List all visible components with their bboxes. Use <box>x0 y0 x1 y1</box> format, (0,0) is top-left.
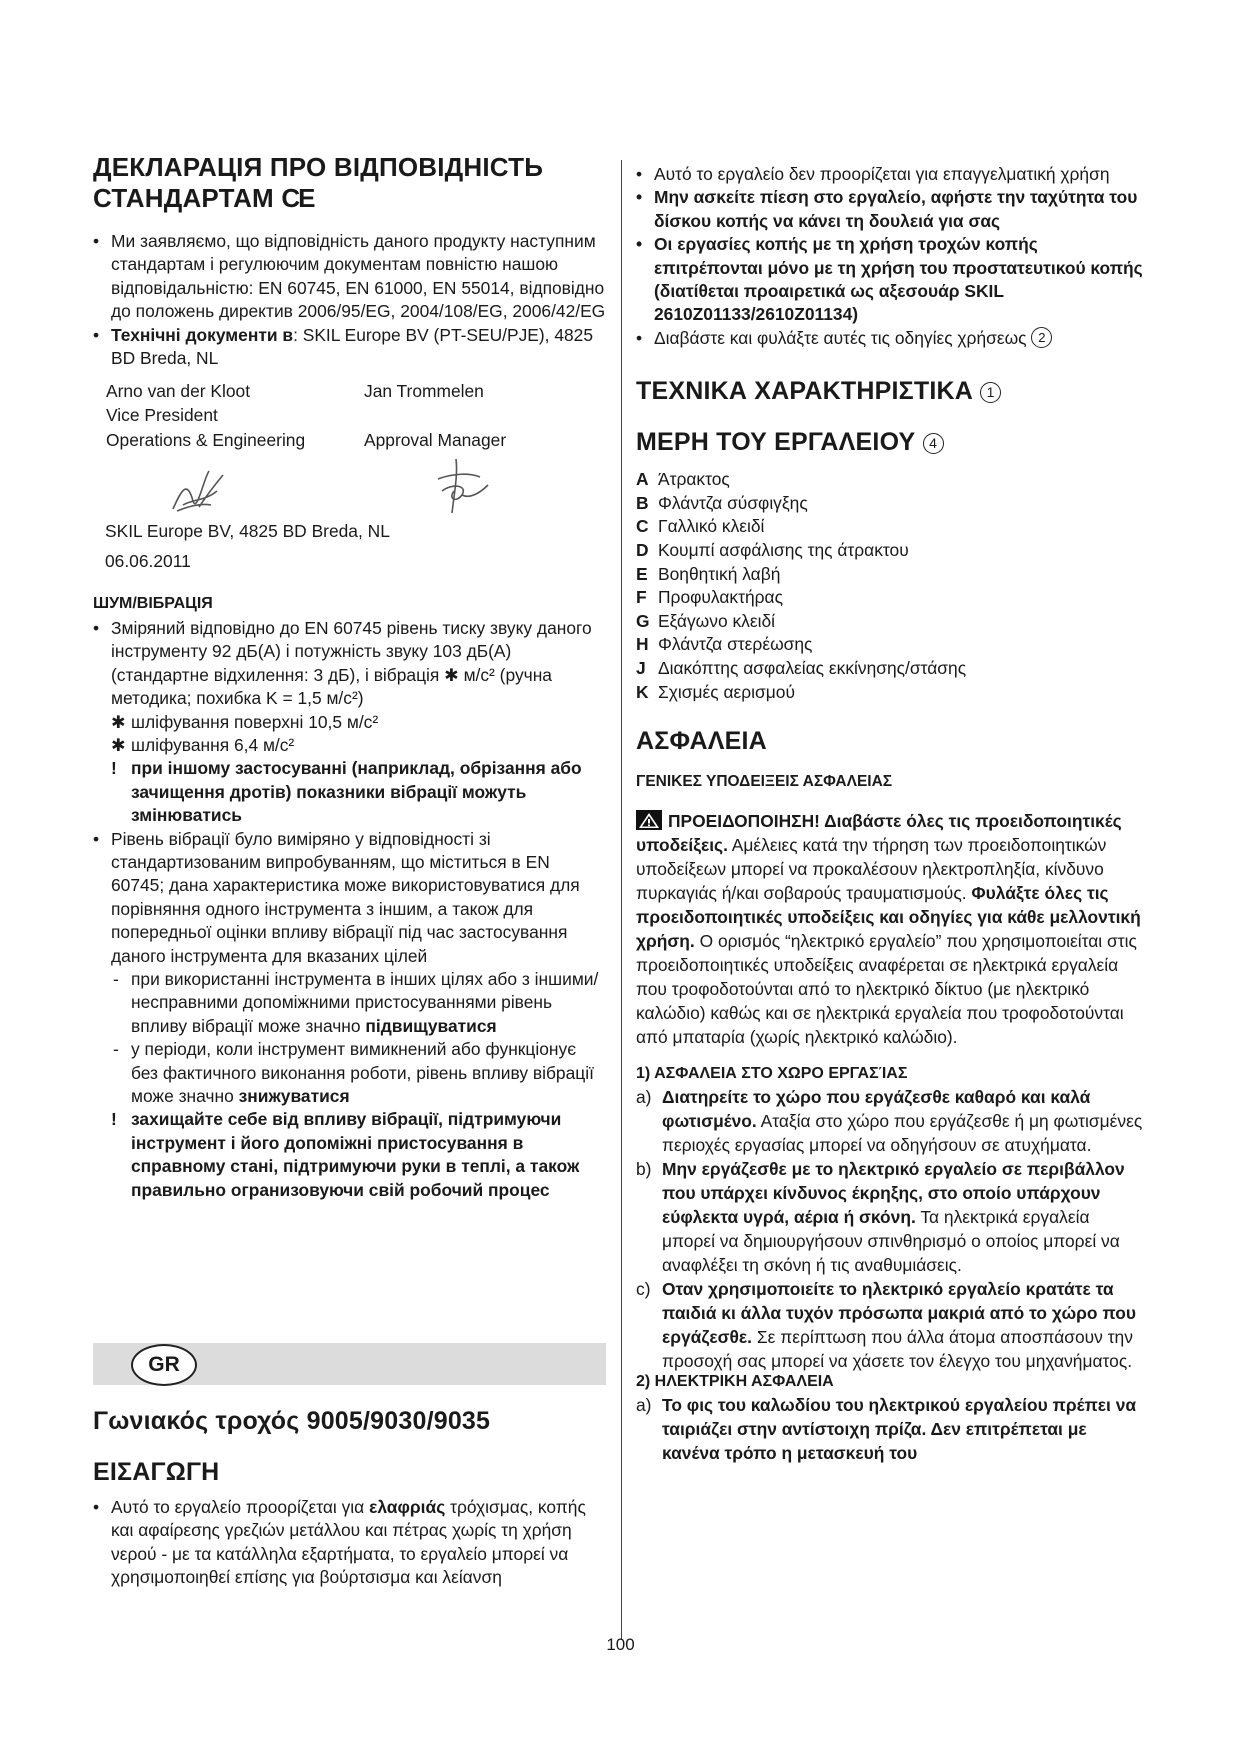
safety-item: a) Διατηρείτε το χώρο που εργάζεσθε καθαρό και καλά φωτισμένο. Αταξία στο χώρο που εργάζεσθε ή μη φωτισμένες περιοχές εργασίας μπορεί να οδηγήσουν σε ατυχήματα. <box>636 1087 1143 1156</box>
signatory-names <box>93 380 606 404</box>
signatory-right-title: Approval Manager <box>364 430 507 451</box>
warning-icon <box>636 810 662 830</box>
safety-item: b) Μην εργάζεσθε με το ηλεκτρικό εργαλείο σε περιβάλλον που υπάρχει κίνδυνος έκρηξης, στο οποίο υπάρχουν εύφλεκτα υγρά, αέρια ή σκόνη. Τα ηλεκτρικά εργαλεία μπορεί να δημιουργήσουν σπινθηρισμό ο οποίος μπορεί να αναφλέξει τη σκόνη ή τις αναθυμιάσεις. <box>636 1159 1125 1276</box>
figure-ref-icon: 2 <box>1031 327 1052 348</box>
signatory-left-title: Vice President <box>106 404 218 425</box>
language-badge: GR <box>131 1344 197 1386</box>
parts-list <box>636 468 1144 704</box>
left-column <box>93 152 606 1202</box>
vibration-value-grinding: ✱ шліфування 6,4 м/с² <box>111 734 295 755</box>
electrical-safety-heading: 2) ΗΛΕΚΤΡΙΚΗ ΑΣΦΑΛΕΙΑ <box>636 1373 834 1391</box>
safety-item: a) Το φις του καλωδίου του ηλεκτρικού εργαλείου πρέπει να ταιριάζει στην αντίστοιχη πρίζα. Δεν επιτρέπεται με κανένα τρόπο η μετασκευή του <box>636 1395 1137 1464</box>
figure-ref-icon: 4 <box>923 433 944 454</box>
parts-heading: ΜΕΡΗ ΤΟΥ ΕΡΓΑΛΕΙΟΥ 4 <box>636 427 1144 458</box>
vibration-note: ! при іншому застосуванні (наприклад, обрізання або зачищення дротів) показники вібрації можуть змінюватись <box>111 758 582 826</box>
list-item: F Προφυλακτήρας <box>636 587 783 608</box>
list-item: B Φλάντζα σύσφιγξης <box>636 492 808 513</box>
vibration-warning: ! захищайте себе від впливу вібрації, підтримуючи інструмент і його допоміжні пристосування в справному стані, підтримуючи руки в теплі, а також правильно огранизовуючи свій робочий процес <box>111 1109 580 1200</box>
noise-heading: ШУМ/ВІБРАЦІЯ <box>93 594 213 612</box>
work-area-heading: 1) ΑΣΦΑΛΕΙΑ ΣΤΟ ΧΩΡΟ ΕΡΓΑΣΊΑΣ <box>636 1065 908 1083</box>
signatory-left-name: Arno van der Kloot <box>106 381 251 402</box>
intro-bullet: • Αυτό το εργαλείο δεν προορίζεται για επαγγελματική χρήση <box>636 163 1144 186</box>
tech-heading: ΤΕΧΝΙΚΑ ΧΑΡΑΚΤΗΡΙΣΤΙΚΑ 1 <box>636 376 1144 407</box>
left-column-lower <box>93 1406 606 1590</box>
intro-heading: ΕΙΣΑΓΩΓΗ <box>93 1458 220 1486</box>
list-item: E Βοηθητική λαβή <box>636 563 781 584</box>
intro-bullet: • Αυτό το εργαλείο προορίζεται για ελαφριάς τρόχισμας, κοπής και αφαίρεσης γρεζιών μετάλλου και πέτρας χωρίς τη χρήση νερού - με τα κατάλληλα εξαρτήματα, το εργαλείο μπορεί να χρησιμοποιηθεί επίσης για βούρτσισμα και λείανση <box>93 1496 606 1590</box>
safety-heading: ΑΣΦΑΛΕΙΑ <box>636 727 767 756</box>
signatory-right-name: Jan Trommelen <box>364 381 484 402</box>
declaration-title: ДЕКЛАРАЦІЯ ПРО ВІДПОВІДНІСТЬ СТАНДАРТАМ CE <box>93 152 544 213</box>
safety-item: c) Οταν χρησιμοποιείτε το ηλεκτρικό εργαλείο κρατάτε τα παιδιά κι άλλα τυχόν πρόσωπα μακριά από το χώρο που εργάζεσθε. Σε περίπτωση που άλλα άτομα αποσπάσουν την προσοχή σας μπορεί να χάσετε τον έλεγχο του μηχανήματος. <box>636 1279 1136 1372</box>
list-item: K Σχισμές αερισμού <box>636 681 795 702</box>
intro-bullet: • Οι εργασίες κοπής με τη χρήση τροχών κοπής επιτρέπονται μόνο με τη χρήση του προστατευτικού κοπής (διατίθεται προαιρετικά ως αξεσουάρ SKIL 2610Z01133/2610Z01134) <box>636 233 1144 327</box>
language-band <box>93 1343 606 1385</box>
noise-bullet: • Зміряний відповідно до EN 60745 рівень тиску звуку даного інструменту 92 дБ(A) і потужність звуку 103 дБ(A) (стандартне відхилення: 3 дБ), і вібрація ✱ м/с² (ручна методика; похибка K = 1,5 м/с²) <box>93 617 606 711</box>
vibration-subpoint: - при використанні інструмента в інших цілях або з іншими/несправними допоміжними пристосуваннями рівень впливу вібрації може значно підвищуватися <box>113 969 599 1036</box>
signature-left-icon <box>163 461 233 519</box>
list-item: D Κουμπί ασφάλισης της άτρακτου <box>636 540 909 561</box>
general-safety-heading: ΓΕΝΙΚΕΣ ΥΠΟΔΕΙΞΕΙΣ ΑΣΦΑΛΕΙΑΣ <box>636 773 893 791</box>
figure-ref-icon: 1 <box>980 382 1001 403</box>
list-item: C Γαλλικό κλειδί <box>636 516 765 537</box>
vibration-value-surface: ✱ шліфування поверхні 10,5 м/с² <box>111 711 379 732</box>
signatory-left-dept: Operations & Engineering <box>106 430 306 451</box>
company-address: SKIL Europe BV, 4825 BD Breda, NL <box>105 520 390 541</box>
column-divider <box>621 160 622 1640</box>
intro-bullet: • Μην ασκείτε πίεση στο εργαλείο, αφήστε την ταχύτητα του δίσκου κοπής να κάνει τη δουλειά για σας <box>636 186 1144 233</box>
list-item: J Διακόπτης ασφαλείας εκκίνησης/στάσης <box>636 658 967 678</box>
signatory-title-row <box>93 404 606 428</box>
declaration-date: 06.06.2011 <box>105 550 191 571</box>
list-item: G Εξάγωνο κλειδί <box>636 610 775 631</box>
list-item: H Φλάντζα στερέωσης <box>636 634 813 655</box>
list-item: A Άτρακτος <box>636 469 730 490</box>
declaration-bullet: • Ми заявляємо, що відповідність даного продукту наступним стандартам і регулюючим документам повністю нашою відповідальністю: EN 60745, EN 61000, EN 55014, відповідно до положень директив 2006/95/EG, 2004/108/EG, 2006/42/EG <box>93 230 606 324</box>
vibration-bullet: • Рівень вібрації було виміряно у відповідності зі стандартизованим випробуванням, що міститься в EN 60745; дана характеристика може використовуватися для порівняння одного інструмента з іншим, а також для попередньої оцінки впливу вібрації під час застосування даного інструмента для вказаних цілей <box>93 828 606 968</box>
signatures <box>93 453 606 519</box>
technical-docs-bullet: • Технічні документи в: SKIL Europe BV (PT-SEU/PJE), 4825 BD Breda, NL <box>93 324 606 371</box>
signature-right-icon <box>418 455 498 515</box>
ce-mark-icon: CE <box>281 183 314 213</box>
right-column <box>636 163 1144 1465</box>
signatory-dept-row <box>93 429 606 453</box>
safety-warning: ΠΡΟΕΙΔΟΠΟΙΗΣΗ! Διαβάστε όλες τις προειδοποιητικές υποδείξεις. Αμέλειες κατά την τήρηση των προειδοποιητικών υποδείξεων μπορεί να προκαλέσουν ηλεκτροπληξία, κίνδυνο πυρκαγιάς ή/και σοβαρούς τραυματισμούς. Φυλάξτε όλες τις προειδοποιητικές υποδείξεις και οδηγίες για κάθε μελλοντική χρήση. Ο ορισμός “ηλεκτρικό εργαλείο” που χρησιμοποιείται στις προειδοποιητικές υποδείξεις αναφέρεται σε ηλεκτρικά εργαλεία που τροφοδοτούνται από το ηλεκτρικό δίκτυο (με ηλεκτρικό καλώδιο) καθώς και σε ηλεκτρικά εργαλεία που τροφοδοτούνται από μπαταρία (χωρίς ηλεκτρικό καλώδιο). <box>636 811 1141 1048</box>
product-title: Γωνιακός τροχός 9005/9030/9035 <box>93 1407 491 1435</box>
vibration-subpoint: - у періоди, коли інструмент вимикнений або функціонує без фактичного виконання роботи, рівень впливу вібрації може значно знижуватися <box>113 1039 594 1107</box>
intro-bullet: • Διαβάστε και φυλάξτε αυτές τις οδηγίες χρήσεως 2 <box>636 327 1144 350</box>
page-number: 100 <box>606 1635 635 1654</box>
